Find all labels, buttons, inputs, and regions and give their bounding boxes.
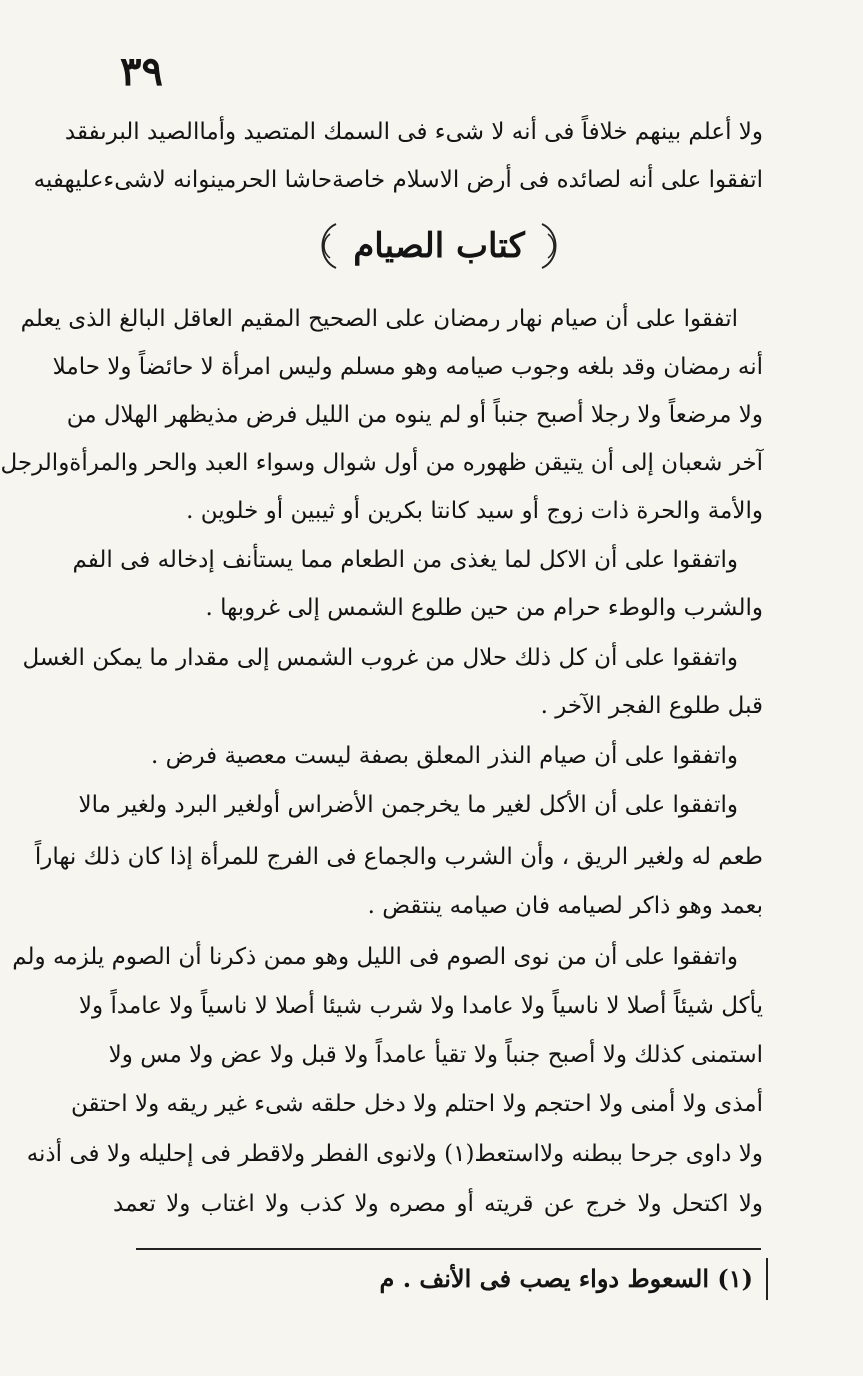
section-heading-frame <box>314 218 564 274</box>
bracket-ornament-left-icon <box>314 222 340 270</box>
bracket-ornament-right-icon <box>538 222 564 270</box>
text-line: ولا مرضعاً ولا رجلا أصبح جنباً أو لم ينوه من الليل فرض مذيظهر الهلال من <box>66 402 763 428</box>
text-line: واتفقوا على أن من نوى الصوم فى الليل وهو ممن ذكرنا أن الصوم يلزمه ولم <box>12 944 738 970</box>
text-line: ولا اكتحل ولا خرج عن قريته أو مصره ولا كذب ولا اغتاب ولا تعمد <box>113 1191 763 1217</box>
section-heading: كتاب الصيام <box>353 226 525 266</box>
text-line: آخر شعبان إلى أن يتيقن ظهوره من أول شوال وسواء العبد والحر والمرأةوالرجل <box>0 450 763 476</box>
text-line: واتفقوا على أن الأكل لغير ما يخرجمن الأضراس أولغير البرد ولغير مالا <box>78 792 738 818</box>
text-line: قبل طلوع الفجر الآخر . <box>540 693 763 719</box>
text-line: طعم له ولغير الريق ، وأن الشرب والجماع فى الفرج للمرأة إذا كان ذلك نهاراً <box>34 844 763 870</box>
text-line: بعمد وهو ذاكر لصيامه فان صيامه ينتقض . <box>367 893 763 919</box>
text-line: والشرب والوطء حرام من حين طلوع الشمس إلى غروبها . <box>205 595 763 621</box>
footnote-margin-bar <box>766 1258 768 1300</box>
text-line: والأمة والحرة ذات زوج أو سيد كانتا بكرين أو ثيبين أو خلوين . <box>186 498 763 524</box>
text-line: ولا أعلم بينهم خلافاً فى أنه لا شىء فى السمك المتصيد وأماالصيد البرىفقد <box>64 119 763 145</box>
text-line: اتفقوا على أنه لصائده فى أرض الاسلام خاصةحاشا الحرمينوانه لاشىءعليهفيه <box>33 167 763 193</box>
text-line: ولا داوى جرحا ببطنه ولااستعط(١) ولانوى الفطر ولاقطر فى إحليله ولا فى أذنه <box>26 1141 763 1167</box>
text-line: أنه رمضان وقد بلغه وجوب صيامه وهو مسلم وليس امرأة لا حائضاً ولا حاملا <box>52 354 763 380</box>
footnote-divider <box>136 1248 761 1250</box>
text-line: اتفقوا على أن صيام نهار رمضان على الصحيح المقيم العاقل البالغ الذى يعلم <box>20 306 738 332</box>
page-number: ٣٩ <box>120 48 163 95</box>
footnote: (١) السعوط دواء يصب فى الأنف . م <box>379 1264 753 1293</box>
text-line: واتفقوا على أن صيام النذر المعلق بصفة ليست معصية فرض . <box>151 743 738 769</box>
text-line: واتفقوا على أن الاكل لما يغذى من الطعام مما يستأنف إدخاله فى الفم <box>72 547 738 573</box>
text-line: أمذى ولا أمنى ولا احتجم ولا احتلم ولا دخل حلقه شىء غير ريقه ولا احتقن <box>70 1091 763 1117</box>
text-line: واتفقوا على أن كل ذلك حلال من غروب الشمس إلى مقدار ما يمكن الغسل <box>22 645 738 671</box>
text-line: استمنى كذلك ولا أصبح جنباً ولا تقيأ عامداً ولا قبل ولا عض ولا مس ولا <box>108 1042 763 1068</box>
text-line: يأكل شيئاً أصلا لا ناسياً ولا عامدا ولا شرب شيئا أصلا لا ناسياً ولا عامداً ولا <box>78 993 763 1019</box>
